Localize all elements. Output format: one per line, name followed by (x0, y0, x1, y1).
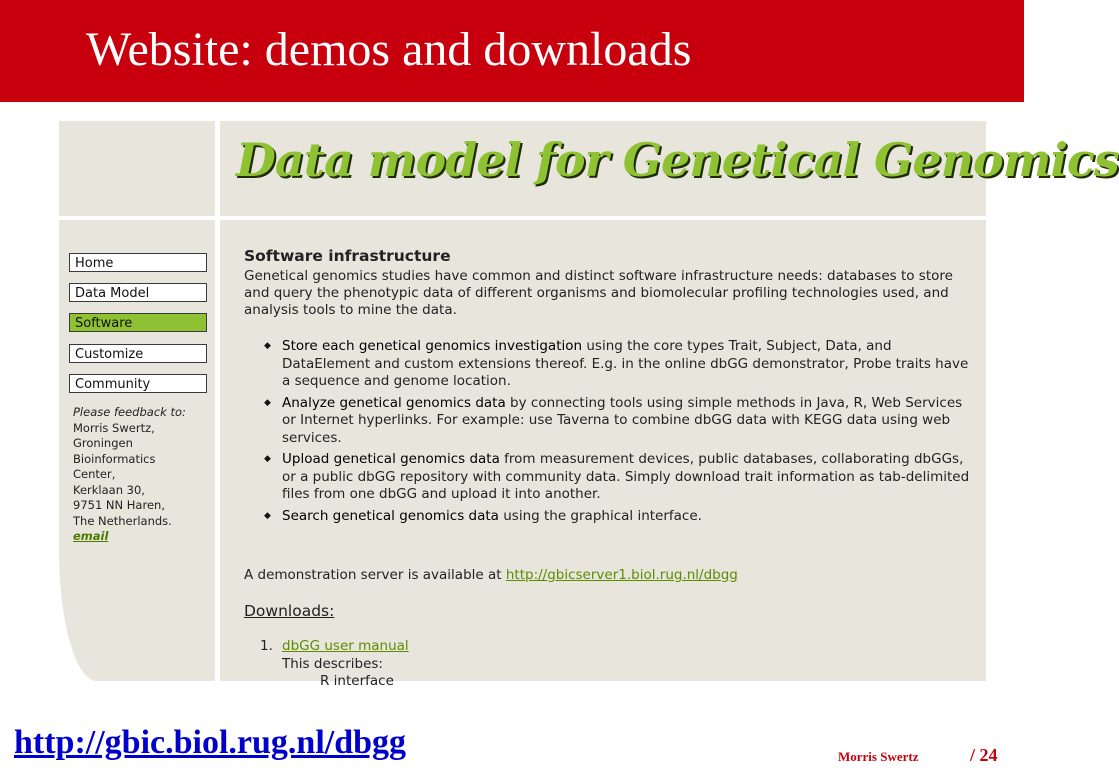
author-name: Morris Swertz (838, 749, 919, 764)
website-screenshot (59, 121, 1119, 689)
download-sub-item: R interface (320, 673, 394, 689)
site-header (220, 121, 1119, 216)
feature-title: Analyze genetical genomics data (282, 394, 506, 411)
sidebar (59, 220, 215, 681)
feature-list (262, 338, 976, 529)
demo-text: A demonstration server is available at (244, 567, 506, 583)
download-number: 1. (260, 638, 273, 654)
email-link[interactable]: email (73, 529, 109, 543)
section-title: Software infrastructure (244, 247, 451, 265)
download-description: This describes: (282, 655, 383, 672)
header-corner (59, 121, 215, 216)
feedback-line: Morris Swertz, (73, 420, 155, 435)
website-url-link[interactable]: http://gbic.biol.rug.nl/dbgg (14, 724, 407, 761)
feature-title: Search genetical genomics data (282, 507, 499, 524)
page-number: / 24 (970, 745, 998, 765)
feedback-label: Please feedback to: (73, 405, 186, 419)
site-header-title: Data model for Genetical Genomics (236, 133, 1119, 187)
feature-text: using the core types Trait, Subject, Data, and DataElement and custom extensions thereof. E.g. in the online dbGG demonstrator, Probe traits have a sequence and genome location. (282, 338, 969, 389)
feedback-line: Bioinformatics (73, 451, 156, 466)
list-item (262, 395, 976, 448)
feedback-line: The Netherlands. (73, 513, 172, 528)
feature-text: using the graphical interface. (498, 507, 702, 524)
list-item (262, 508, 976, 526)
feedback-block (73, 405, 186, 545)
feedback-line: Kerklaan 30, (73, 482, 145, 497)
nav-item-home[interactable]: Home (69, 253, 207, 272)
nav-item-data-model[interactable]: Data Model (69, 283, 207, 302)
slide-title: Website: demos and downloads (86, 23, 692, 76)
feature-title: Upload genetical genomics data (282, 451, 500, 467)
feedback-line: Groningen (73, 436, 133, 450)
nav-item-community[interactable]: Community (69, 374, 207, 393)
feature-title: Store each genetical genomics investigation (282, 338, 583, 354)
intro-paragraph: Genetical genomics studies have common and distinct software infrastructure needs: databases to store and query the phenotypic data of different organisms and biomolecular profiling technologies used, and analysis tools to mine the data. (244, 268, 953, 318)
feature-text: by connecting tools using simple methods in Java, R, Web Services or Internet hyperlinks. For example: use Taverna to combine dbGG data with KEGG data using web services. (282, 394, 963, 446)
feedback-line: Center, (73, 467, 116, 481)
downloads-heading: Downloads: (244, 602, 335, 620)
feature-text: from measurement devices, public databases, collaborating dbGGs, or a public dbGG repository with community data. Simply download trait information as tab-delimited files from one dbGG and upload it into another. (282, 451, 970, 502)
main-content (220, 220, 986, 689)
demo-server-link[interactable]: http://gbicserver1.biol.rug.nl/dbgg (505, 567, 738, 583)
list-item (262, 451, 976, 504)
download-list (260, 638, 409, 691)
feedback-line: 9751 NN Haren, (73, 498, 165, 512)
nav-item-software[interactable]: Software (69, 313, 207, 332)
demo-sentence (244, 567, 738, 583)
user-manual-link[interactable]: dbGG user manual (282, 638, 409, 654)
list-item (262, 338, 976, 391)
nav-item-customize[interactable]: Customize (69, 344, 207, 363)
